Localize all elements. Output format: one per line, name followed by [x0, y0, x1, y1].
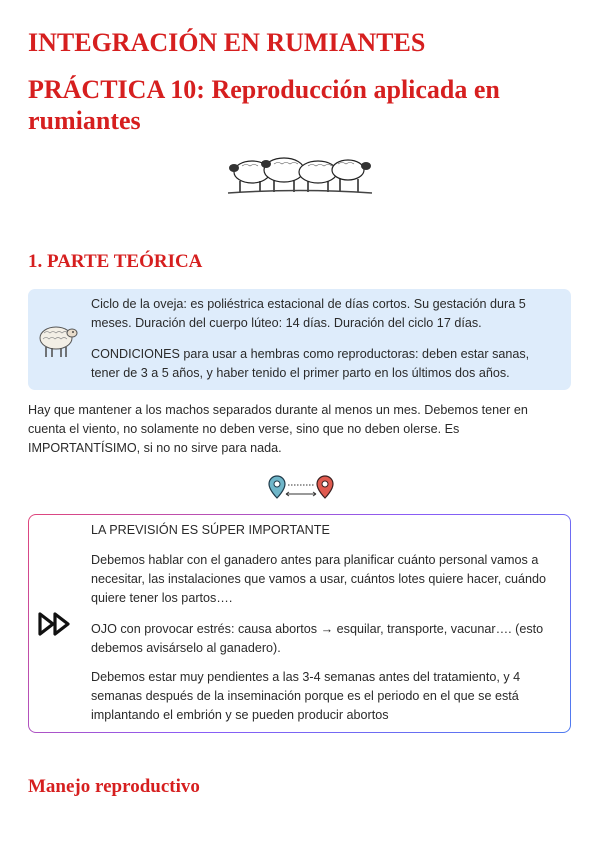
sheep-icon: [34, 319, 78, 359]
planning-text: Debemos hablar con el ganadero antes para planificar cuánto personal vamos a necesitar, las instalaciones que vamos a usar, cuántos lotes quiere hacer, cuándo quiere tener los partos….: [91, 553, 547, 605]
info-box: [28, 289, 571, 390]
abortion-risk-text: Debemos estar muy pendientes a las 3-4 semanas antes del tratamiento, y 4 semanas después de la inseminación porque es el periodo en el que se está implantando el embrión y se pueden producir abortos: [91, 670, 521, 722]
sheep-herd-illustration: [226, 150, 374, 196]
section-heading-teorica: 1. PARTE TEÓRICA: [28, 251, 203, 272]
conditions-text: CONDICIONES para usar a hembras como reproductoras: deben estar sanas, tener de 3 a 5 años, y haber tenido el primer parto en los últimos dos años.: [91, 347, 530, 380]
sheep-cycle-text: Ciclo de la oveja: es poliéstrica estacional de días cortos. Su gestación dura 5 meses. Duración del cuerpo lúteo: 14 días. Duración del ciclo 17 días.: [91, 297, 526, 330]
males-separation-paragraph: Hay que mantener a los machos separados durante al menos un mes. Debemos tener en cuenta el viento, no solamente no deben verse, sino que no deben olerse. Es IMPORTANTÍSIMO, si no no sirve para nada.: [28, 403, 528, 455]
document-title: INTEGRACIÓN EN RUMIANTES: [28, 28, 426, 57]
stress-warning-text: OJO con provocar estrés: causa abortos → esquilar, transporte, vacunar…. (esto debemos avisárselo al ganadero).: [91, 622, 544, 655]
highlight-box: [28, 514, 571, 733]
section-heading-manejo: Manejo reproductivo: [28, 776, 200, 797]
route-pins-icon: [266, 474, 336, 500]
practice-title: PRÁCTICA 10: Reproducción aplicada en rumiantes: [28, 75, 500, 135]
forecast-title: LA PREVISIÓN ES SÚPER IMPORTANTE: [91, 523, 330, 537]
fast-forward-icon: [37, 610, 73, 638]
